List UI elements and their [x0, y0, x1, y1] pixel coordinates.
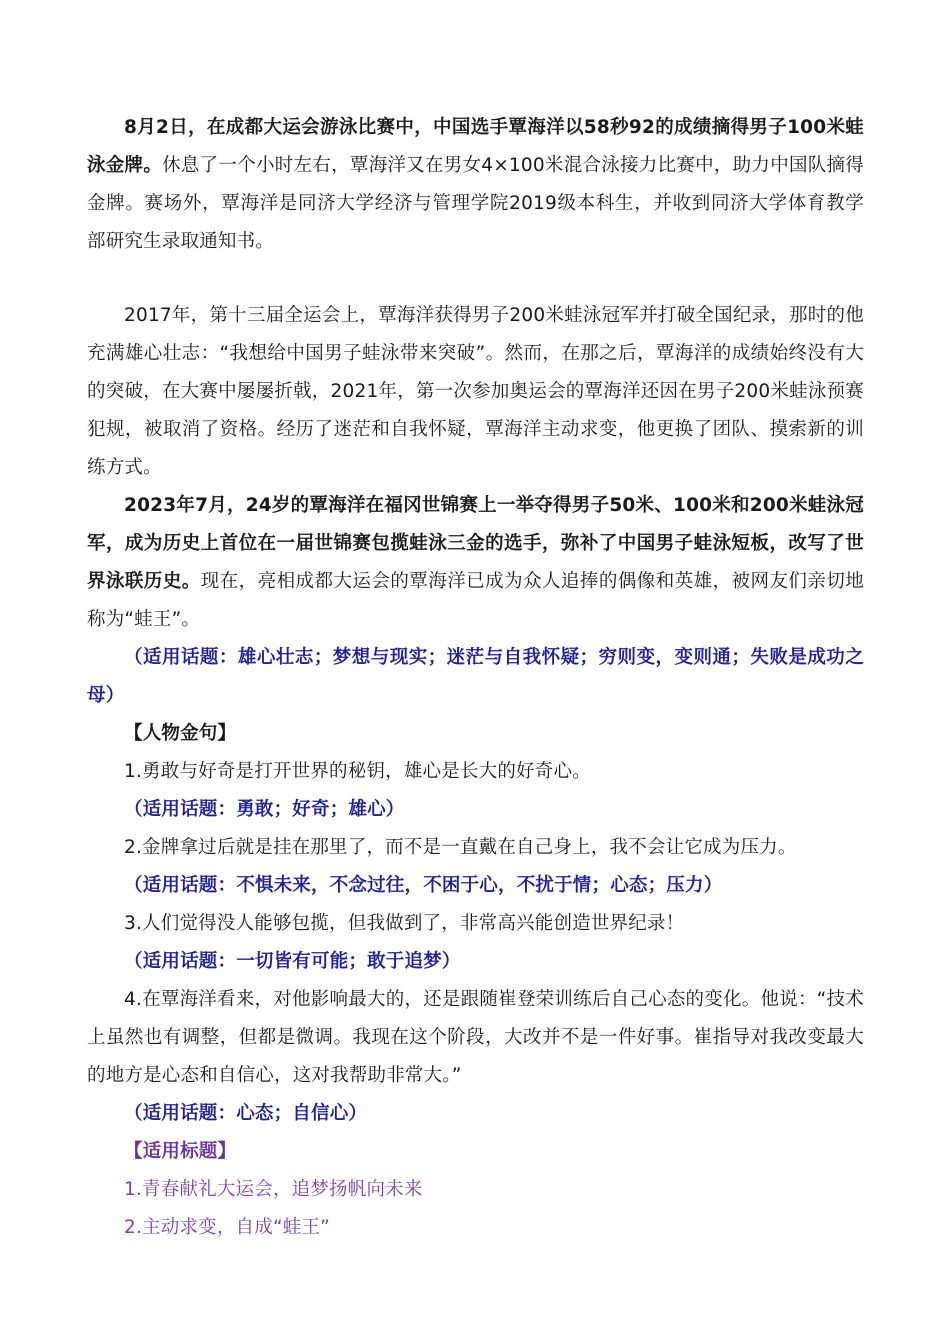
paragraph-2017: 2017年，第十三届全运会上，覃海洋获得男子200米蛙泳冠军并打破全国纪录，那时的他充满雄心壮志：“我想给中国男子蛙泳带来突破”。然而，在那之后，覃海洋的成绩始终没有大的突破，在大赛中屡屡折戟，2021年，第一次参加奥运会的覃海洋还因在男子200米蛙泳预赛犯规，被取消了资格。经历了迷茫和自我怀疑，覃海洋主动求变，他更换了团队、摸索新的训练方式。: [87, 305, 864, 478]
2023-bold-text: 2023年7月，24岁的覃海洋在福冈世锦赛上一举夺得男子50米、100米和200米蛙泳冠军，成为历史上首位在一届世锦赛包揽蛙泳三金的选手，弥补了中国男子蛙泳短板，改写了世界泳联历史。: [87, 495, 864, 592]
quote-4-topics: （适用话题：心态；自信心）: [124, 1103, 368, 1124]
quote-3: 3.人们觉得没人能够包揽，但我做到了，非常高兴能创造世界纪录！: [124, 913, 685, 934]
intro-bold-text: 8月2日，在成都大运会游泳比赛中，中国选手覃海洋以58秒92的成绩摘得男子100米蛙泳金牌。: [87, 117, 864, 176]
paragraph-2023: [87, 487, 864, 639]
paragraph-intro: [87, 109, 864, 261]
quote-3-topics: （适用话题：一切皆有可能；敢于追梦）: [124, 951, 461, 972]
intro-normal-text: 休息了一个小时左右，覃海洋又在男女4×100米混合泳接力比赛中，助力中国队摘得金牌。赛场外，覃海洋是同济大学经济与管理学院2019级本科生，并收到同济大学体育教学部研究生录取通知书。: [87, 155, 864, 252]
title-item-2: 2.主动求变，自成“蛙王”: [124, 1217, 330, 1238]
quote-2: 2.金牌拿过后就是挂在那里了，而不是一直戴在自己身上，我不会让它成为压力。: [124, 837, 797, 858]
document-page: [87, 109, 864, 1247]
topics-line: （适用话题：雄心壮志；梦想与现实；迷茫与自我怀疑；穷则变，变则通；失败是成功之母）: [87, 647, 864, 706]
quote-2-topics: （适用话题：不惧未来，不念过往，不困于心，不扰于情；心态；压力）: [124, 875, 723, 896]
title-item-1: 1.青春献礼大运会，追梦扬帆向未来: [124, 1179, 423, 1200]
2023-normal-text: 现在，亮相成都大运会的覃海洋已成为众人追捧的偶像和英雄，被网友们亲切地称为“蛙王”。: [87, 571, 864, 630]
quote-4: 4.在覃海洋看来，对他影响最大的，还是跟随崔登荣训练后自己心态的变化。他说：“技术上虽然也有调整，但都是微调。我现在这个阶段，大改并不是一件好事。崔指导对我改变最大的地方是心态和自信心，这对我帮助非常大。”: [87, 989, 864, 1086]
paragraph-spacer: [87, 261, 864, 297]
titles-heading: 【适用标题】: [124, 1141, 237, 1162]
quotes-heading: 【人物金句】: [124, 723, 237, 744]
quote-1: 1.勇敢与好奇是打开世界的秘钥，雄心是长大的好奇心。: [124, 761, 591, 782]
quote-1-topics: （适用话题：勇敢；好奇；雄心）: [124, 799, 405, 820]
